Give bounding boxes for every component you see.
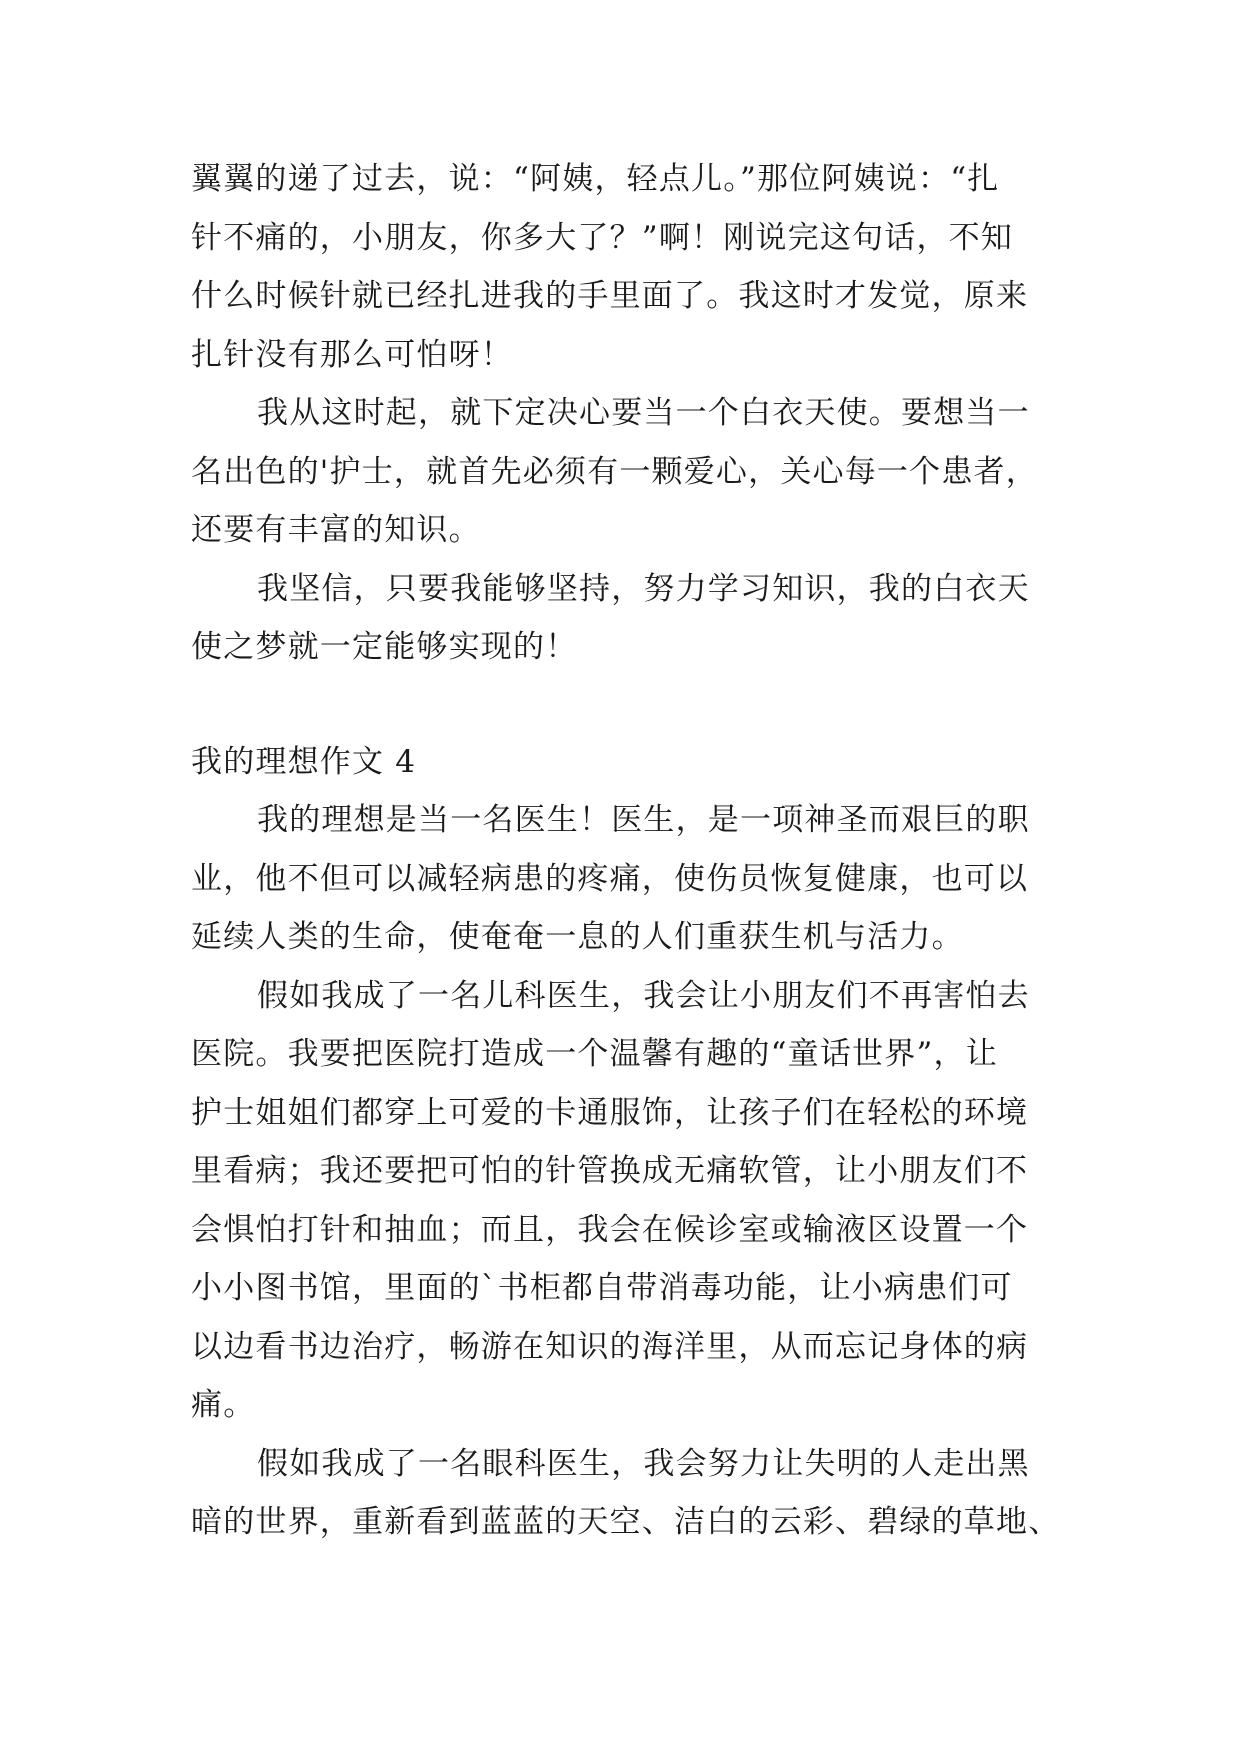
text-line: 什么时候针就已经扎进我的手里面了。我这时才发觉，原来 [191, 278, 1029, 314]
text-line: 会惧怕打针和抽血；而且，我会在候诊室或输液区设置一个 [191, 1211, 1029, 1248]
text-line: 护士姐姐们都穿上可爱的卡通服饰，让孩子们在轻松的环境 [191, 1094, 1029, 1131]
document-page [191, 150, 1061, 1552]
paragraph [191, 1435, 1061, 1552]
text-line: 小小图书馆，里面的`书柜都自带消毒功能，让小病患们可 [191, 1270, 1013, 1306]
text-line: 痛。 [191, 1387, 256, 1423]
text-line: 暗的世界，重新看到蓝蓝的天空、洁白的云彩、碧绿的草地、 [191, 1504, 1061, 1540]
text-line: 我的理想是当一名医生！医生，是一项神圣而艰巨的职 [257, 802, 1030, 838]
text-line: 假如我成了一名眼科医生，我会努力让失明的人走出黑 [257, 1445, 1030, 1482]
text-line: 我从这时起，就下定决心要当一个白衣天使。要想当一 [257, 395, 1030, 431]
paragraph-continued [191, 150, 1061, 384]
text-line: 业，他不但可以减轻病患的疼痛，使伤员恢复健康，也可以 [191, 860, 1029, 897]
section-spacer [191, 677, 1061, 733]
text-line: 我坚信，只要我能够坚持，努力学习知识，我的白衣天 [257, 570, 1030, 607]
text-line: 翼翼的递了过去，说：“阿姨，轻点儿。”那位阿姨说：“扎 [191, 161, 1000, 197]
paragraph [191, 384, 1061, 560]
paragraph [191, 791, 1061, 967]
text-line: 假如我成了一名儿科医生，我会让小朋友们不再害怕去 [257, 977, 1030, 1014]
text-line: 里看病；我还要把可怕的针管换成无痛软管，让小朋友们不 [191, 1153, 1029, 1189]
text-line: 针不痛的，小朋友，你多大了？”啊！刚说完这句话，不知 [191, 219, 1014, 256]
text-line: 名出色的'护士，就首先必须有一颗爱心，关心每一个患者， [191, 453, 1038, 490]
text-line: 延续人类的生命，使奄奄一息的人们重获生机与活力。 [191, 919, 964, 955]
text-line: 以边看书边治疗，畅游在知识的海洋里，从而忘记身体的病 [191, 1328, 1029, 1365]
text-line: 医院。我要把医院打造成一个温馨有趣的“童话世界”，让 [191, 1036, 998, 1072]
text-line: 扎针没有那么可怕呀！ [191, 336, 513, 373]
paragraph [191, 560, 1061, 677]
section-title: 我的理想作文 4 [191, 743, 417, 780]
text-line: 还要有丰富的知识。 [191, 512, 481, 548]
paragraph [191, 967, 1061, 1435]
text-line: 使之梦就一定能够实现的！ [191, 629, 578, 665]
